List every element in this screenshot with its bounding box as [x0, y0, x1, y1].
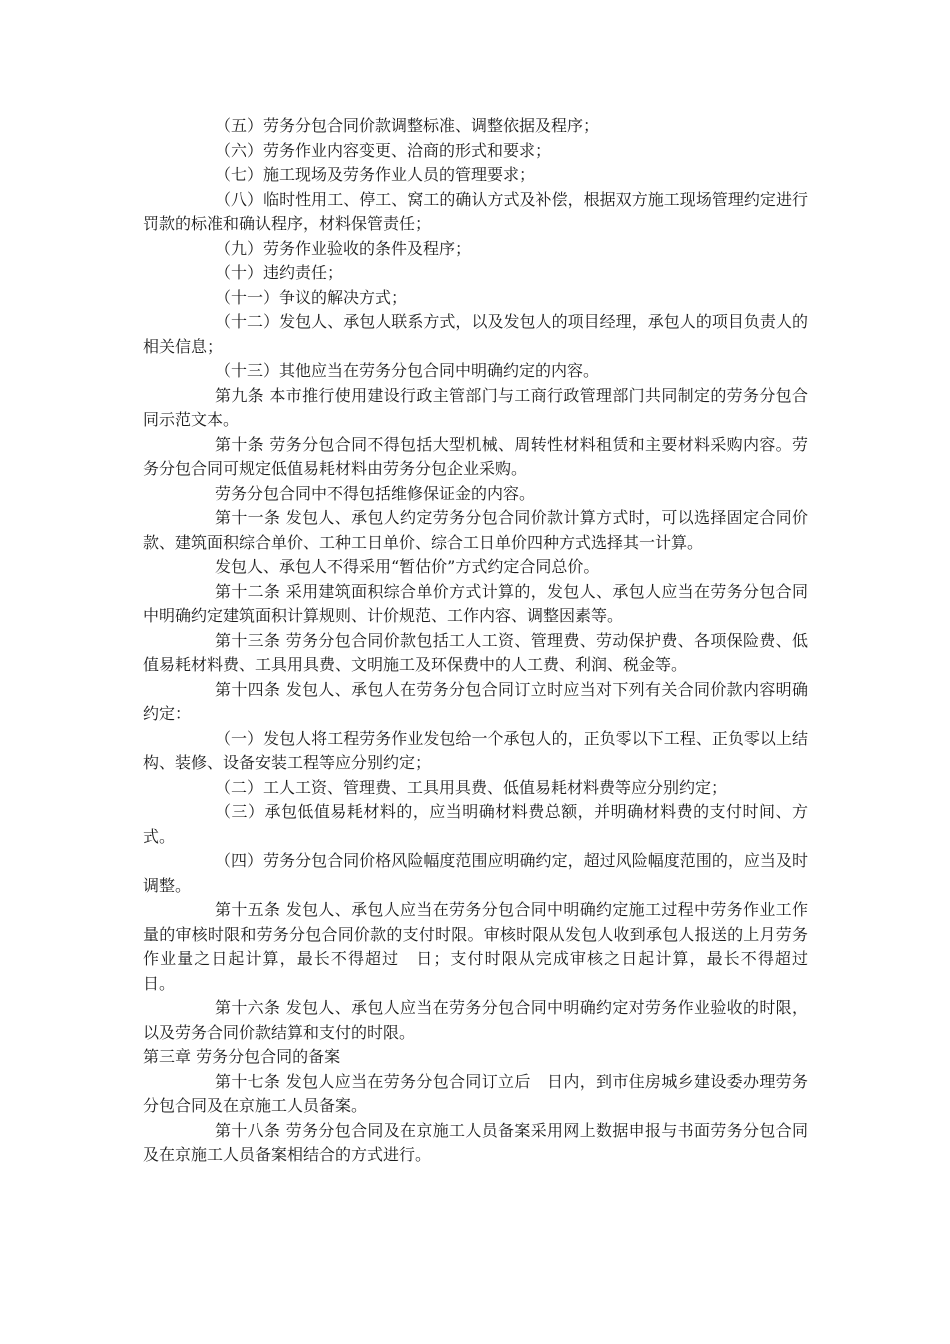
article-10: 第十条 劳务分包合同不得包括大型机械、周转性材料租赁和主要材料采购内容。劳务分包合同可规定低值易耗材料由劳务分包企业采购。: [143, 434, 808, 478]
article-13: 第十三条 劳务分包合同价款包括工人工资、管理费、劳动保护费、各项保险费、低值易耗材料费、工具用具费、文明施工及环保费中的人工费、利润、税金等。: [143, 630, 808, 674]
article-11: 第十一条 发包人、承包人约定劳务分包合同价款计算方式时，可以选择固定合同价款、建筑面积综合单价、工种工日单价、综合工日单价四种方式选择其一计算。: [143, 508, 808, 552]
article-16: 第十六条 发包人、承包人应当在劳务分包合同中明确约定对劳务作业验收的时限，以及劳务合同价款结算和支付的时限。: [143, 998, 808, 1042]
article-14-item-2: （二）工人工资、管理费、工具用具费、低值易耗材料费等应分别约定；: [215, 777, 728, 797]
article-14-item-3: （三）承包低值易耗材料的，应当明确材料费总额，并明确材料费的支付时间、方式。: [143, 802, 808, 846]
clause-item-10: （十）违约责任；: [215, 263, 344, 282]
chapter-3-heading: 第三章 劳务分包合同的备案: [143, 1047, 341, 1066]
document-body: [143, 114, 825, 1168]
clause-item-5: （五）劳务分包合同价款调整标准、调整依据及程序；: [215, 116, 600, 135]
article-10-note: 劳务分包合同中不得包括维修保证金的内容。: [215, 483, 536, 503]
clause-item-11: （十一）争议的解决方式；: [215, 287, 408, 307]
clause-item-6: （六）劳务作业内容变更、洽商的形式和要求；: [215, 140, 552, 160]
clause-item-7: （七）施工现场及劳务作业人员的管理要求；: [215, 165, 536, 184]
article-14: 第十四条 发包人、承包人在劳务分包合同订立时应当对下列有关合同价款内容明确约定：: [143, 679, 808, 723]
article-9: 第九条 本市推行使用建设行政主管部门与工商行政管理部门共同制定的劳务分包合同示范文本。: [143, 385, 808, 429]
article-12: 第十二条 采用建筑面积综合单价方式计算的，发包人、承包人应当在劳务分包合同中明确约定建筑面积计算规则、计价规范、工作内容、调整因素等。: [143, 581, 808, 625]
article-11-note: 发包人、承包人不得采用“暂估价”方式约定合同总价。: [215, 557, 600, 576]
article-18: 第十八条 劳务分包合同及在京施工人员备案采用网上数据申报与书面劳务分包合同及在京施工人员备案相结合的方式进行。: [143, 1120, 808, 1164]
clause-item-13: （十三）其他应当在劳务分包合同中明确约定的内容。: [215, 361, 600, 380]
article-17: 第十七条 发包人应当在劳务分包合同订立后 日内，到市住房城乡建设委办理劳务分包合同及在京施工人员备案。: [143, 1071, 808, 1115]
article-15: 第十五条 发包人、承包人应当在劳务分包合同中明确约定施工过程中劳务作业工作量的审核时限和劳务分包合同价款的支付时限。审核时限从发包人收到承包人报送的上月劳务作业量之日起计算，最长不得超过 日；支付时限从完成审核之日起计算，最长不得超过 日。: [143, 900, 825, 993]
clause-item-12: （十二）发包人、承包人联系方式，以及发包人的项目经理，承包人的项目负责人的相关信息；: [143, 312, 808, 356]
article-14-item-1: （一）发包人将工程劳务作业发包给一个承包人的，正负零以下工程、正负零以上结构、装修、设备安装工程等应分别约定；: [143, 728, 808, 772]
clause-item-8: （八）临时性用工、停工、窝工的确认方式及补偿，根据双方施工现场管理约定进行罚款的标准和确认程序，材料保管责任；: [143, 189, 808, 233]
clause-item-9: （九）劳务作业验收的条件及程序；: [215, 238, 472, 258]
article-14-item-4: （四）劳务分包合同价格风险幅度范围应明确约定，超过风险幅度范围的，应当及时调整。: [143, 851, 808, 895]
